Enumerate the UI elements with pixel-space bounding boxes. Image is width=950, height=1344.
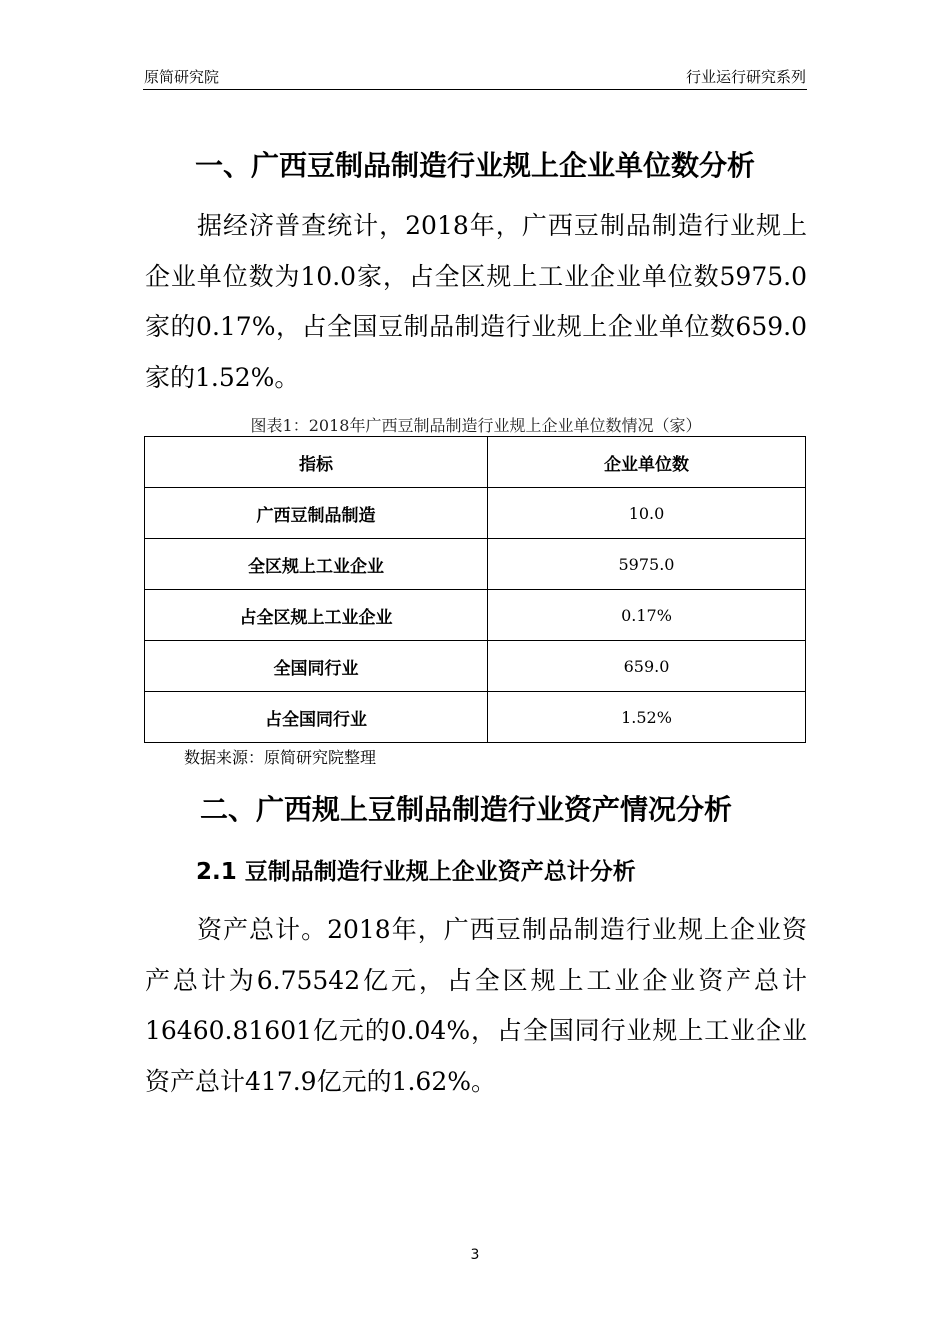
- table-source: 数据来源：原简研究院整理: [184, 748, 377, 767]
- table-caption: 图表1：2018年广西豆制品制造行业规上企业单位数情况（家）: [250, 416, 702, 435]
- row-value: 10.0: [488, 488, 806, 539]
- section2-paragraph: 资产总计。2018年，广西豆制品制造行业规上企业资产总计为6.75542亿元，占全区规上工业企业资产总计16460.81601亿元的0.04%，占全国同行业规上工业企业资产总计417.9亿元的1.62%。: [145, 915, 807, 1096]
- table-header-count: 企业单位数: [488, 437, 806, 488]
- row-label: 全区规上工业企业: [145, 539, 488, 590]
- table-row: [145, 488, 806, 539]
- table-row: [145, 590, 806, 641]
- table-header-indicator: 指标: [145, 437, 488, 488]
- row-value: 0.17%: [488, 590, 806, 641]
- row-label: 广西豆制品制造: [145, 488, 488, 539]
- section2-subheading: 2.1 豆制品制造行业规上企业资产总计分析: [196, 859, 636, 885]
- row-value: 5975.0: [488, 539, 806, 590]
- section2-heading: 二、广西规上豆制品制造行业资产情况分析: [200, 793, 733, 826]
- table-row: [145, 692, 806, 743]
- enterprise-count-table: [144, 436, 806, 743]
- page-number: 3: [470, 1247, 480, 1263]
- section1-paragraph: 据经济普查统计，2018年，广西豆制品制造行业规上企业单位数为10.0家，占全区规上工业企业单位数5975.0家的0.17%，占全国豆制品制造行业规上企业单位数659.0家的1.52%。: [145, 211, 807, 392]
- header-divider: [143, 89, 807, 90]
- row-value: 1.52%: [488, 692, 806, 743]
- table-row: [145, 641, 806, 692]
- table-header-row: [145, 437, 806, 488]
- row-label: 占全区规上工业企业: [145, 590, 488, 641]
- header-org-name: 原简研究院: [144, 68, 220, 86]
- row-label: 占全国同行业: [145, 692, 488, 743]
- row-label: 全国同行业: [145, 641, 488, 692]
- header-series-title: 行业运行研究系列: [685, 68, 806, 86]
- table-row: [145, 539, 806, 590]
- row-value: 659.0: [488, 641, 806, 692]
- section1-heading: 一、广西豆制品制造行业规上企业单位数分析: [194, 149, 755, 182]
